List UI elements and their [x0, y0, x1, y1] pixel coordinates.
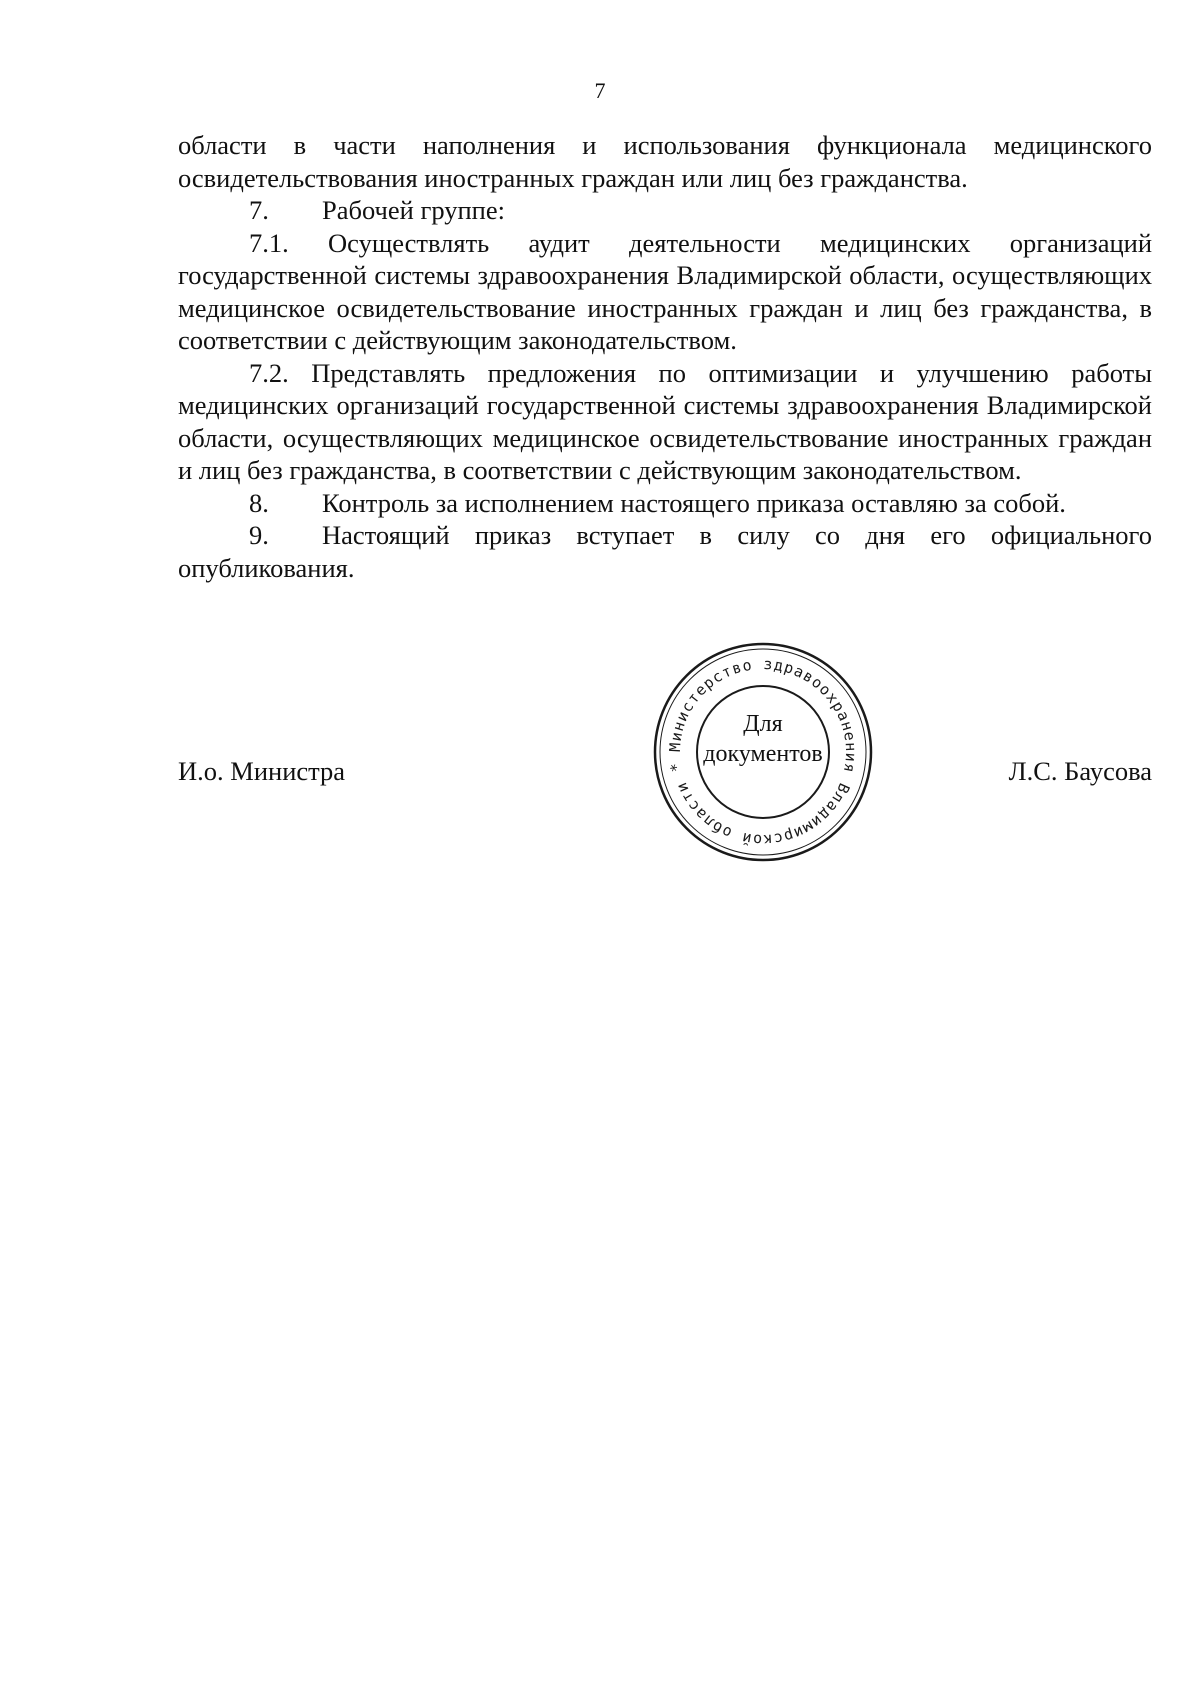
paragraph-number: 8.	[249, 487, 269, 518]
paragraph-item-9	[178, 519, 1152, 584]
document-body	[178, 129, 1152, 584]
paragraph-text: Рабочей группе:	[322, 195, 505, 225]
seal-center-text	[652, 709, 874, 769]
signer-title: И.о. Министра	[178, 756, 346, 786]
paragraph-item-8	[178, 487, 1152, 520]
paragraph-item-7-1	[178, 227, 1152, 357]
paragraph-item-7-2	[178, 357, 1152, 487]
paragraph-continuation	[178, 129, 1152, 194]
page-number: 7	[594, 78, 606, 103]
paragraph-text: Настоящий приказ вступает в силу со дня его официального опубликования.	[178, 520, 1152, 583]
seal-center-line-1: Для	[743, 711, 783, 737]
official-seal	[652, 641, 874, 863]
paragraph-text: области в части наполнения и использования функционала медицинского освидетельствования иностранных граждан или лиц без гражданства.	[178, 130, 1152, 193]
paragraph-text: 7.2. Представлять предложения по оптимизации и улучшению работы медицинских организаций государственной системы здравоохранения Владимирской области, осуществляющих медицинское освидетельствование иностранных граждан и лиц без гражданства, в соответствии с действующим законодательством.	[178, 357, 1152, 485]
paragraph-number: 9.	[249, 520, 269, 550]
seal-ring-text: Министерство здравоохранения Владимирской области *	[665, 654, 861, 850]
seal-center-line-2: документов	[703, 741, 823, 767]
paragraph-number: 7.	[249, 195, 269, 225]
paragraph-text: Контроль за исполнением настоящего приказа оставляю за собой.	[322, 487, 1066, 518]
paragraph-item-7	[178, 194, 1152, 227]
paragraph-text: 7.1. Осуществлять аудит деятельности медицинских организаций государственной системы здравоохранения Владимирской области, осуществляющих медицинское освидетельствование иностранных граждан и лиц без гражданства, в соответствии с действующим законодательством.	[178, 227, 1152, 355]
signer-name: Л.С. Баусова	[1008, 756, 1152, 786]
